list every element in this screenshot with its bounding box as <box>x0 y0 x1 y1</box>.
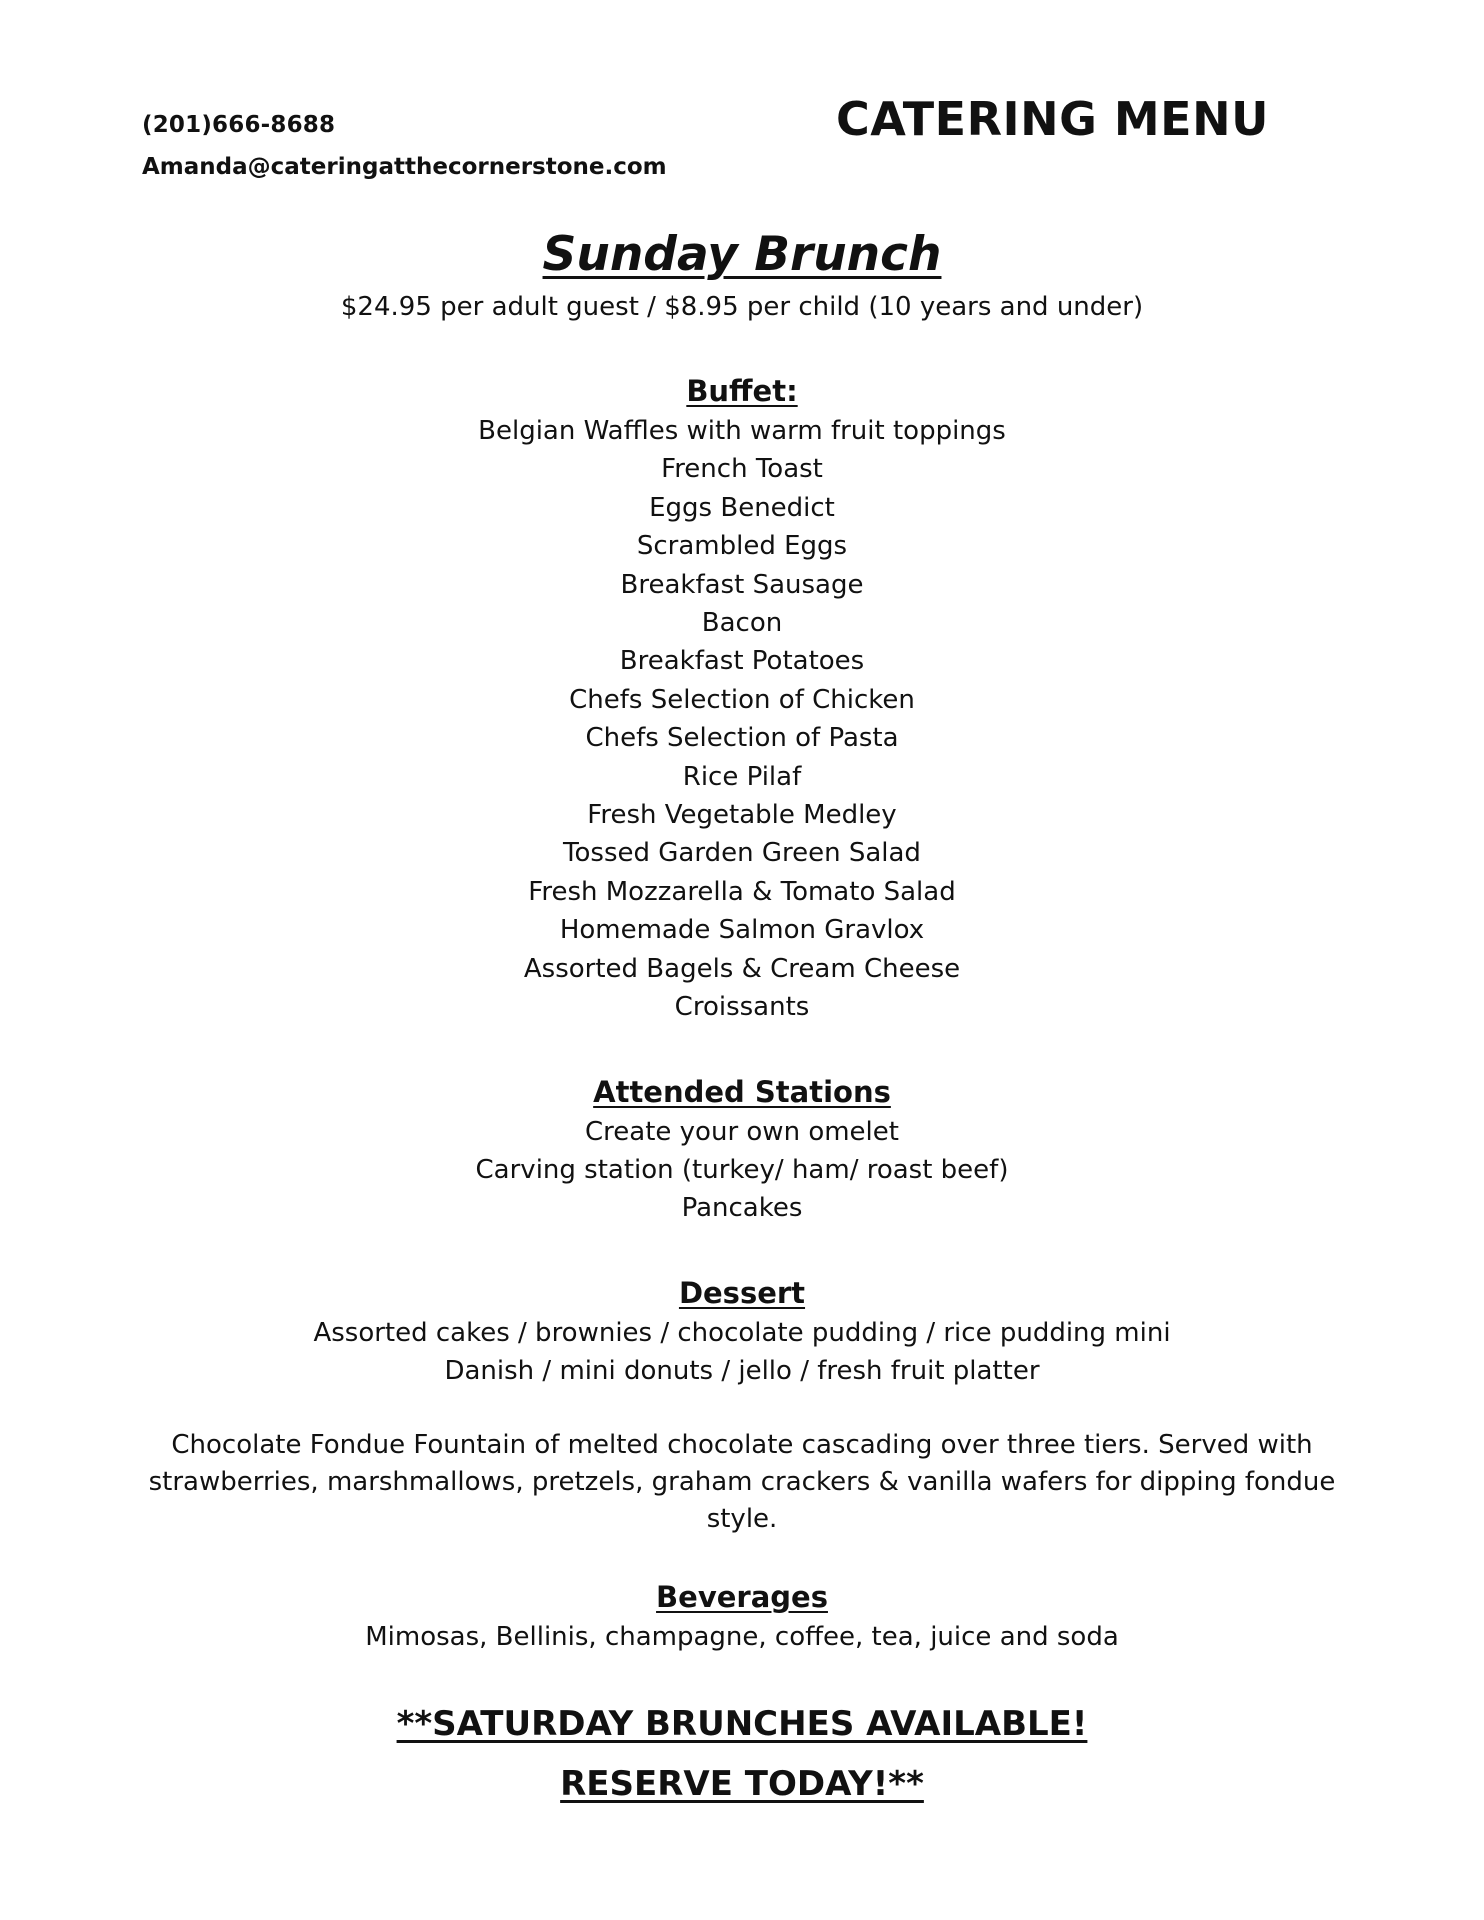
pricing-line: $24.95 per adult guest / $8.95 per child (10 years and under) <box>340 292 1144 322</box>
list-item: Eggs Benedict <box>649 492 835 523</box>
list-item: Chefs Selection of Pasta <box>585 723 899 754</box>
stations-list <box>0 1113 1484 1228</box>
buffet-section <box>0 370 1484 1027</box>
beverages-list <box>0 1618 1484 1656</box>
list-item: Chefs Selection of Chicken <box>569 684 915 715</box>
brunch-title: Sunday Brunch <box>542 227 942 282</box>
menu-content <box>0 224 1484 1814</box>
promo-section <box>0 1694 1484 1814</box>
list-item: Mimosas, Bellinis, champagne, coffee, tea, juice and soda <box>365 1621 1119 1652</box>
beverages-heading: Beverages <box>656 1579 828 1614</box>
list-item: Assorted cakes / brownies / chocolate pudding / rice pudding mini <box>313 1317 1171 1348</box>
list-item: Create your own omelet <box>585 1116 899 1147</box>
dessert-heading: Dessert <box>678 1275 806 1310</box>
email-address: Amanda@cateringatthecornerstone.com <box>142 154 667 180</box>
list-item: Breakfast Sausage <box>620 569 864 600</box>
phone-number: (201)666-8688 <box>142 112 336 138</box>
promo-saturday: **SATURDAY BRUNCHES AVAILABLE! <box>396 1703 1088 1744</box>
buffet-heading: Buffet: <box>686 374 798 408</box>
list-item: Fresh Vegetable Medley <box>587 800 897 831</box>
beverages-section <box>0 1576 1484 1656</box>
list-item: Breakfast Potatoes <box>619 646 865 677</box>
buffet-list <box>0 412 1484 1027</box>
stations-section <box>0 1071 1484 1228</box>
list-item: Croissants <box>674 992 810 1023</box>
list-item: Assorted Bagels & Cream Cheese <box>523 953 961 984</box>
dessert-list <box>0 1314 1484 1391</box>
list-item: Scrambled Eggs <box>636 531 848 562</box>
list-item: Homemade Salmon Gravlox <box>559 915 925 946</box>
list-item: Bacon <box>701 608 783 639</box>
fondue-description: Chocolate Fondue Fountain of melted chocolate cascading over three tiers. Served with strawberries, marshmallows, pretzels, graham crackers & vanilla wafers for dipping fondue style. <box>148 1429 1336 1534</box>
list-item: French Toast <box>661 454 823 485</box>
list-item: Carving station (turkey/ ham/ roast beef) <box>475 1154 1009 1185</box>
list-item: Rice Pilaf <box>682 761 802 792</box>
list-item: Tossed Garden Green Salad <box>563 838 921 869</box>
promo-reserve: RESERVE TODAY!** <box>560 1763 924 1804</box>
list-item: Danish / mini donuts / jello / fresh fruit platter <box>444 1356 1040 1387</box>
list-item: Belgian Waffles with warm fruit toppings <box>478 416 1006 446</box>
document-title: CATERING MENU <box>836 92 1269 146</box>
list-item: Pancakes <box>681 1193 803 1224</box>
stations-heading: Attended Stations <box>593 1074 891 1109</box>
dessert-section <box>0 1272 1484 1538</box>
list-item: Fresh Mozzarella & Tomato Salad <box>528 876 956 907</box>
